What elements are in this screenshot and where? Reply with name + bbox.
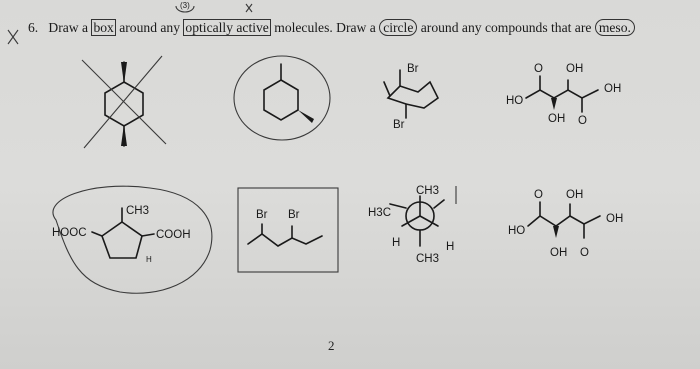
question-number: 6. <box>28 20 39 35</box>
m3-oh-right: OH <box>604 83 622 95</box>
m4-h: H <box>146 255 152 264</box>
m5-br-right: Br <box>288 209 300 221</box>
m3-oh-top: OH <box>566 63 584 75</box>
m7-oh-right: OH <box>606 213 624 225</box>
m6-ch3-top: CH3 <box>416 185 440 197</box>
m6-ch3-bottom: CH3 <box>416 253 440 265</box>
molecule-6-boxed-dibromide <box>238 188 338 272</box>
m6-h-left: H <box>392 237 401 249</box>
m6-h3c: H3C <box>368 207 392 219</box>
molecule-5-cyclopentane-diacid <box>52 186 212 293</box>
m7-o-bottom: O <box>580 247 589 259</box>
top-mark-text: (3) <box>180 1 190 10</box>
m7-ho-left: HO <box>508 225 526 237</box>
molecule-1-dimethylcyclohexane <box>82 56 166 148</box>
optically-active-word: optically active <box>185 20 269 35</box>
m5-br-left: Br <box>256 209 268 221</box>
page-number: 2 <box>328 338 335 353</box>
optically-active-box <box>238 188 338 272</box>
m2-br-top: Br <box>407 63 419 75</box>
m7-o-top: O <box>534 189 543 201</box>
molecule-7-newman-projection <box>368 185 456 265</box>
question-text-part-2: around any <box>115 20 184 35</box>
meso-word: meso. <box>595 19 635 36</box>
meso-circle <box>234 56 330 140</box>
question-text-part-3: molecules. Draw a <box>270 20 380 35</box>
molecule-4-dihydroxy-acid-top <box>506 63 621 127</box>
circle-word: circle <box>379 19 417 36</box>
m7-oh-top: OH <box>566 189 584 201</box>
molecule-2-circled-cyclohexane <box>234 56 330 140</box>
m3-o-top: O <box>534 63 543 75</box>
question-text-part-1: Draw a <box>48 20 92 35</box>
m4-cooh: COOH <box>156 229 191 241</box>
m3-oh-bottom: OH <box>548 113 566 125</box>
box-word: box <box>93 20 114 35</box>
m2-br-bottom: Br <box>393 119 405 131</box>
m4-hooc: HOOC <box>52 227 87 239</box>
handwritten-question-mark <box>176 1 252 12</box>
m4-ch3: CH3 <box>126 205 150 217</box>
question-check-mark <box>8 30 18 44</box>
m3-ho-left: HO <box>506 95 524 107</box>
m3-o-bottom: O <box>578 115 587 127</box>
m7-oh-bottom: OH <box>550 247 568 259</box>
molecule-8-dihydroxy-acid-bottom <box>508 189 623 259</box>
m6-h-right: H <box>446 241 455 253</box>
molecule-3-dibromo-chair <box>384 63 438 131</box>
question-text-part-4: around any compounds that are <box>417 20 595 35</box>
